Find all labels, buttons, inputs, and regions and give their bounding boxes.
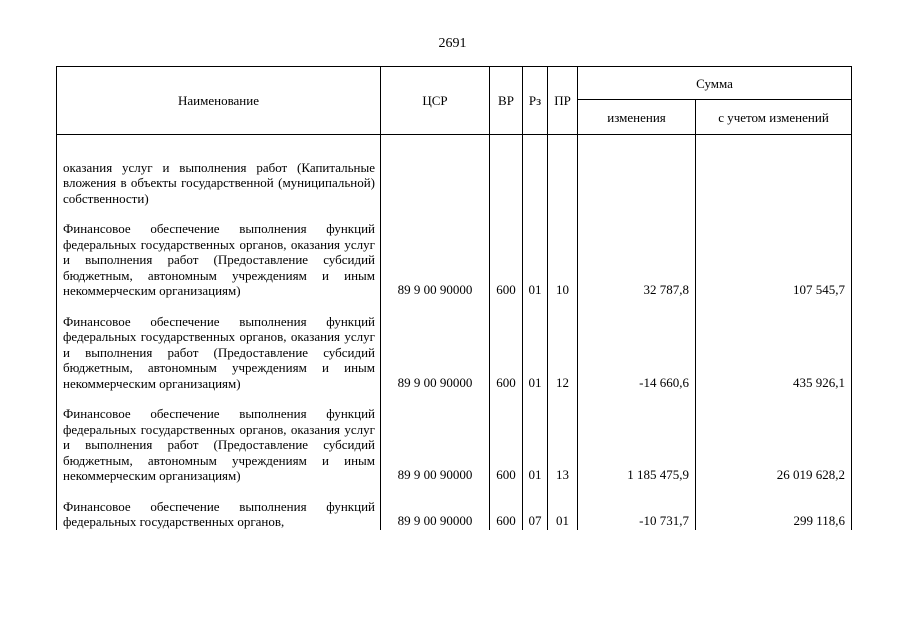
row-rz: 01 (523, 206, 548, 299)
table-row (57, 484, 852, 530)
row-vr: 600 (490, 299, 523, 392)
budget-table (56, 66, 852, 530)
row-pr: 01 (548, 484, 578, 530)
row-name: Финансовое обеспечение выполнения функций федеральных государственных органов, оказания услуг и выполнения работ (Предоставление субсидий бюджетным, автономным учреждениям и иным некоммерческим организациям) (57, 299, 381, 392)
row-change: 32 787,8 (578, 206, 696, 299)
row-name: оказания услуг и выполнения работ (Капитальные вложения в объекты государственной (муниципальной) собственности) (57, 135, 381, 207)
table-row (57, 206, 852, 299)
header-with-changes: с учетом изменений (696, 100, 852, 135)
row-vr: 600 (490, 206, 523, 299)
row-change: -14 660,6 (578, 299, 696, 392)
page-number: 2691 (438, 36, 467, 51)
row-total: 435 926,1 (696, 299, 852, 392)
row-rz (523, 135, 548, 207)
row-csr: 89 9 00 90000 (381, 391, 490, 484)
row-name: Финансовое обеспечение выполнения функций федеральных государственных органов, оказания услуг и выполнения работ (Предоставление субсидий бюджетным, автономным учреждениям и иным некоммерческим организациям) (57, 391, 381, 484)
row-rz: 07 (523, 484, 548, 530)
row-vr: 600 (490, 484, 523, 530)
row-name: Финансовое обеспечение выполнения функций федеральных государственных органов, (57, 484, 381, 530)
row-vr (490, 135, 523, 207)
row-pr: 13 (548, 391, 578, 484)
row-total: 299 118,6 (696, 484, 852, 530)
row-total: 26 019 628,2 (696, 391, 852, 484)
row-name: Финансовое обеспечение выполнения функций федеральных государственных органов, оказания услуг и выполнения работ (Предоставление субсидий бюджетным, автономным учреждениям и иным некоммерческим организациям) (57, 206, 381, 299)
header-name: Наименование (57, 67, 381, 135)
header-vr: ВР (490, 67, 523, 135)
table-body (57, 135, 852, 530)
budget-table-container (56, 66, 851, 530)
table-row (57, 135, 852, 207)
header-changes: изменения (578, 100, 696, 135)
header-sum: Сумма (578, 67, 852, 100)
table-row (57, 299, 852, 392)
row-total (696, 135, 852, 207)
header-pr: ПР (548, 67, 578, 135)
row-csr: 89 9 00 90000 (381, 206, 490, 299)
row-csr: 89 9 00 90000 (381, 299, 490, 392)
row-change: -10 731,7 (578, 484, 696, 530)
row-total: 107 545,7 (696, 206, 852, 299)
row-rz: 01 (523, 299, 548, 392)
header-rz: Рз (523, 67, 548, 135)
row-csr (381, 135, 490, 207)
row-pr: 12 (548, 299, 578, 392)
row-change: 1 185 475,9 (578, 391, 696, 484)
row-vr: 600 (490, 391, 523, 484)
row-change (578, 135, 696, 207)
row-csr: 89 9 00 90000 (381, 484, 490, 530)
table-header (57, 67, 852, 135)
row-pr: 10 (548, 206, 578, 299)
table-row (57, 391, 852, 484)
row-pr (548, 135, 578, 207)
row-rz: 01 (523, 391, 548, 484)
header-csr: ЦСР (381, 67, 490, 135)
